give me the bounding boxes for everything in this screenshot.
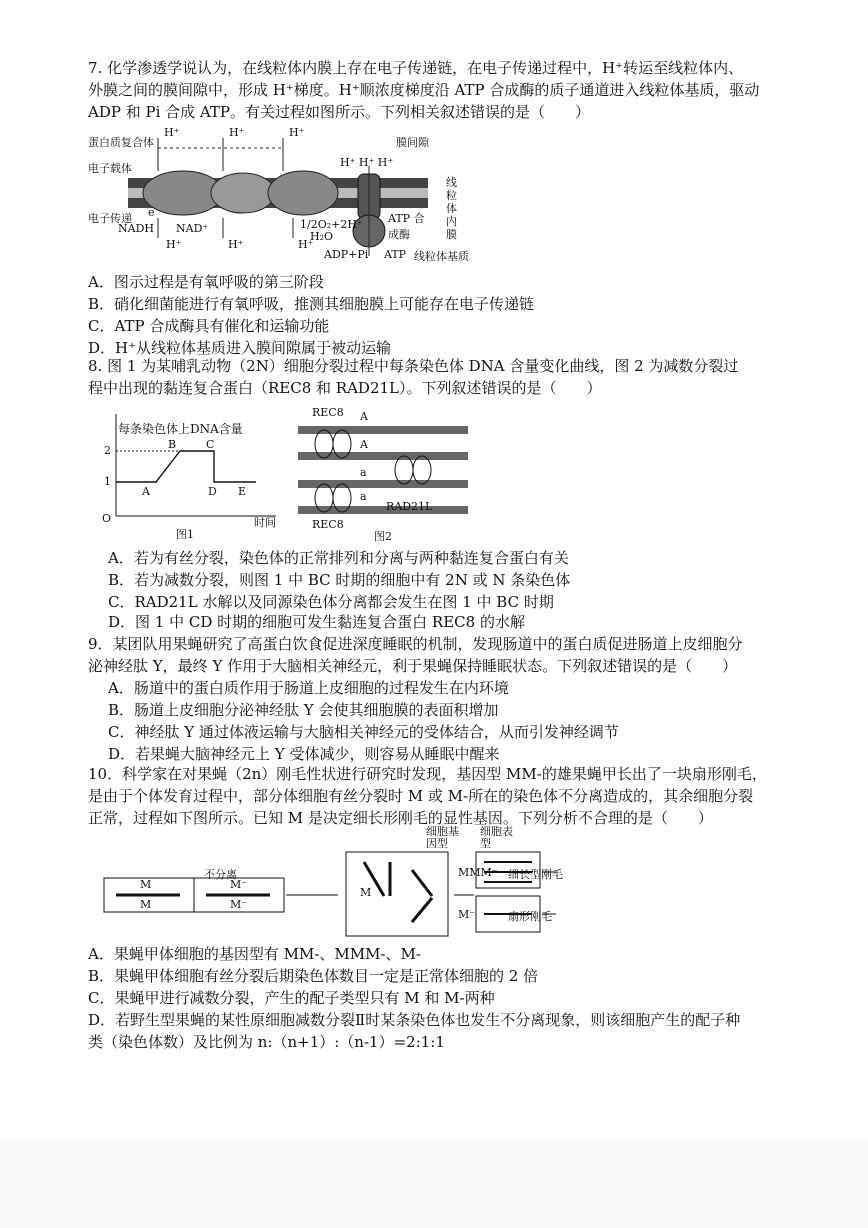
q8-stem-line1: 8. 图 1 为某哺乳动物（2N）细胞分裂过程中每条染色体 DNA 含量变化曲线，图 2 为减数分裂过 (88, 357, 739, 375)
label-fan: 扇形刚毛 (508, 910, 552, 923)
label-m-top: M (140, 878, 152, 891)
q7-stem-line1: 7. 化学渗透学说认为，在线粒体内膜上存在电子传递链，在电子传递过程中，H⁺转运至线粒体内、 (88, 59, 744, 77)
q8-figure1-dna-curve (96, 404, 286, 542)
label-m-minus-cell: M⁻ (458, 908, 476, 921)
label-matrix: 线粒体基质 (414, 250, 469, 263)
label-electron-transfer: 电子传递 (88, 212, 132, 225)
label-atp-synthase: ATP 合成酶 (388, 212, 425, 241)
fig1-point-e: E (238, 485, 247, 498)
label-intermembrane: 膜间隙 (396, 136, 429, 149)
q9-option-a[interactable]: A．肠道中的蛋白质作用于肠道上皮细胞的过程发生在内环境 (108, 679, 509, 697)
chromatid-v-1 (412, 870, 432, 896)
chromatid-v-2 (412, 898, 432, 922)
complex-2 (211, 173, 275, 213)
fig2-rec8-top: REC8 (312, 406, 344, 419)
fig1-point-b: B (168, 438, 177, 451)
label-hplus-3: H⁺ (289, 126, 305, 139)
chromatid-2 (298, 452, 468, 460)
fig2-allele-a-lower: a (360, 466, 367, 479)
rad21l-ring-2 (413, 456, 431, 484)
fig2-rec8-bottom: REC8 (312, 518, 344, 531)
q8-option-c[interactable]: C．RAD21L 水解以及同源染色体分离都会发生在图 1 中 BC 时期 (108, 593, 554, 611)
fig1-caption: 图1 (176, 528, 194, 541)
fig1-y2: 2 (104, 444, 111, 457)
q10-stem-line2: 是由于个体发育过程中，部分体细胞有丝分裂时 M 或 M-所在的染色体不分离造成的，其余细胞分裂 (88, 787, 754, 805)
label-e: e (148, 206, 155, 219)
fig1-origin: O (102, 512, 112, 525)
fig1-ylabel: 每条染色体上DNA含量 (118, 422, 243, 436)
label-m-minus-top: M⁻ (230, 878, 248, 891)
q7-stem-line3: ADP 和 Pi 合成 ATP。有关过程如图所示。下列相关叙述错误的是（ ） (88, 103, 591, 121)
fig1-point-d: D (208, 485, 217, 498)
chromatid-4 (298, 506, 468, 514)
label-electron-carrier: 电子载体 (88, 162, 132, 175)
label-genotype-header: 细胞基因型 (426, 825, 459, 850)
q10-option-c[interactable]: C．果蝇甲进行减数分裂，产生的配子类型只有 M 和 M-两种 (88, 989, 495, 1007)
label-h2o: H₂O (310, 230, 334, 243)
label-mmm: MMM⁻ (458, 866, 498, 879)
q10-stem-line3: 正常，过程如下图所示。已知 M 是决定细长形刚毛的显性基因。下列分析不合理的是（ ） (88, 809, 713, 827)
q10-option-b[interactable]: B．果蝇甲体细胞有丝分裂后期染色体数目一定是正常体细胞的 2 倍 (88, 967, 539, 985)
complex-3 (268, 171, 338, 215)
label-nondisjunction: 不分离 (204, 868, 237, 881)
q8-option-b[interactable]: B．若为减数分裂，则图 1 中 BC 时期的细胞中有 2N 或 N 条染色体 (108, 571, 571, 589)
q10-figure-nondisjunction (100, 826, 700, 938)
q10-option-a[interactable]: A．果蝇甲体细胞的基因型有 MM-、MMM-、M- (88, 945, 421, 963)
label-protein-complex: 蛋白质复合体 (88, 136, 154, 149)
label-adp-pi: ADP+Pi (324, 248, 369, 261)
q8-option-a[interactable]: A．若为有丝分裂，染色体的正常排列和分离与两种黏连复合蛋白有关 (108, 549, 569, 567)
q9-stem-line1: 9．某团队用果蝇研究了高蛋白饮食促进深度睡眠的机制，发现肠道中的蛋白质促进肠道上皮细胞分 (88, 635, 743, 653)
q7-option-d[interactable]: D．H⁺从线粒体基质进入膜间隙属于被动运输 (88, 339, 392, 357)
label-atp: ATP (384, 248, 407, 261)
rad21l-ring-1 (395, 456, 413, 484)
q7-option-a[interactable]: A．图示过程是有氧呼吸的第三阶段 (88, 273, 324, 291)
fig1-xlabel: 时间 (254, 516, 276, 529)
label-slender: 细长型刚毛 (508, 868, 563, 881)
q9-option-b[interactable]: B．肠道上皮细胞分泌神经肽 Y 会使其细胞膜的表面积增加 (108, 701, 499, 719)
label-phenotype-header: 细胞表型 (480, 825, 513, 850)
label-hplus-6: H⁺ (298, 238, 314, 251)
label-m-minus-bottom: M⁻ (230, 898, 248, 911)
label-m-division: M (360, 886, 372, 899)
nondisjunction-diagram (100, 826, 700, 938)
label-hplus-three: H⁺ H⁺ H⁺ (340, 156, 394, 169)
label-hplus-2: H⁺ (229, 126, 245, 139)
q9-option-c[interactable]: C．神经肽 Y 通过体液运输与大脑相关神经元的受体结合，从而引发神经调节 (108, 723, 619, 741)
q9-stem-line2: 泌神经肽 Y，最终 Y 作用于大脑相关神经元，利于果蝇保持睡眠状态。下列叙述错误的是（ ） (88, 657, 738, 675)
fig2-allele-a-lower-2: a (360, 490, 367, 503)
fig1-point-c: C (206, 438, 215, 451)
label-inner-membrane: 线粒体内膜 (446, 176, 457, 241)
label-hplus-1: H⁺ (164, 126, 180, 139)
q7-option-b[interactable]: B．硝化细菌能进行有氧呼吸，推测其细胞膜上可能存在电子传递链 (88, 295, 535, 313)
q10-option-d-line2[interactable]: 类（染色体数）及比例为 n:（n+1）:（n-1）=2:1:1 (88, 1033, 445, 1051)
q10-stem-line1: 10．科学家在对果蝇（2n）刚毛性状进行研究时发现，基因型 MM-的雄果蝇甲长出了一块扇形刚毛， (88, 765, 767, 783)
fig2-rad21l: RAD21L (386, 500, 433, 513)
label-m-bottom: M (140, 898, 152, 911)
q10-option-d-line1[interactable]: D．若野生型果蝇的某性原细胞减数分裂Ⅱ时某条染色体也发生不分离现象，则该细胞产生的配子种 (88, 1011, 741, 1029)
label-hplus-4: H⁺ (166, 238, 182, 251)
label-hplus-5: H⁺ (228, 238, 244, 251)
page-bottom-margin (0, 1140, 868, 1228)
label-nadh: NADH (118, 222, 154, 235)
q8-stem-line2: 程中出现的黏连复合蛋白（REC8 和 RAD21L）。下列叙述错误的是（ ） (88, 379, 602, 397)
q8-figure2-cohesin (294, 402, 474, 542)
fig2-allele-a-upper: A (360, 410, 368, 423)
label-nad: NAD⁺ (176, 222, 209, 235)
fig1-y1: 1 (104, 475, 111, 488)
fig2-allele-a-upper-2: A (360, 438, 368, 451)
q9-option-d[interactable]: D．若果蝇大脑神经元上 Y 受体减少，则容易从睡眠中醒来 (108, 745, 500, 763)
dna-curve (116, 451, 256, 482)
q8-option-d[interactable]: D．图 1 中 CD 时期的细胞可发生黏连复合蛋白 REC8 的水解 (108, 613, 525, 631)
fig1-point-a: A (142, 485, 150, 498)
q7-option-c[interactable]: C．ATP 合成酶具有催化和运输功能 (88, 317, 330, 335)
q7-stem-line2: 外膜之间的膜间隙中，形成 H⁺梯度。H⁺顺浓度梯度沿 ATP 合成酶的质子通道进入线粒体基质，驱动 (88, 81, 760, 99)
q7-figure-mitochondrial-membrane (88, 126, 508, 266)
label-o2: 1/2O₂+2H⁺ (300, 218, 363, 231)
fig2-caption: 图2 (374, 530, 392, 543)
